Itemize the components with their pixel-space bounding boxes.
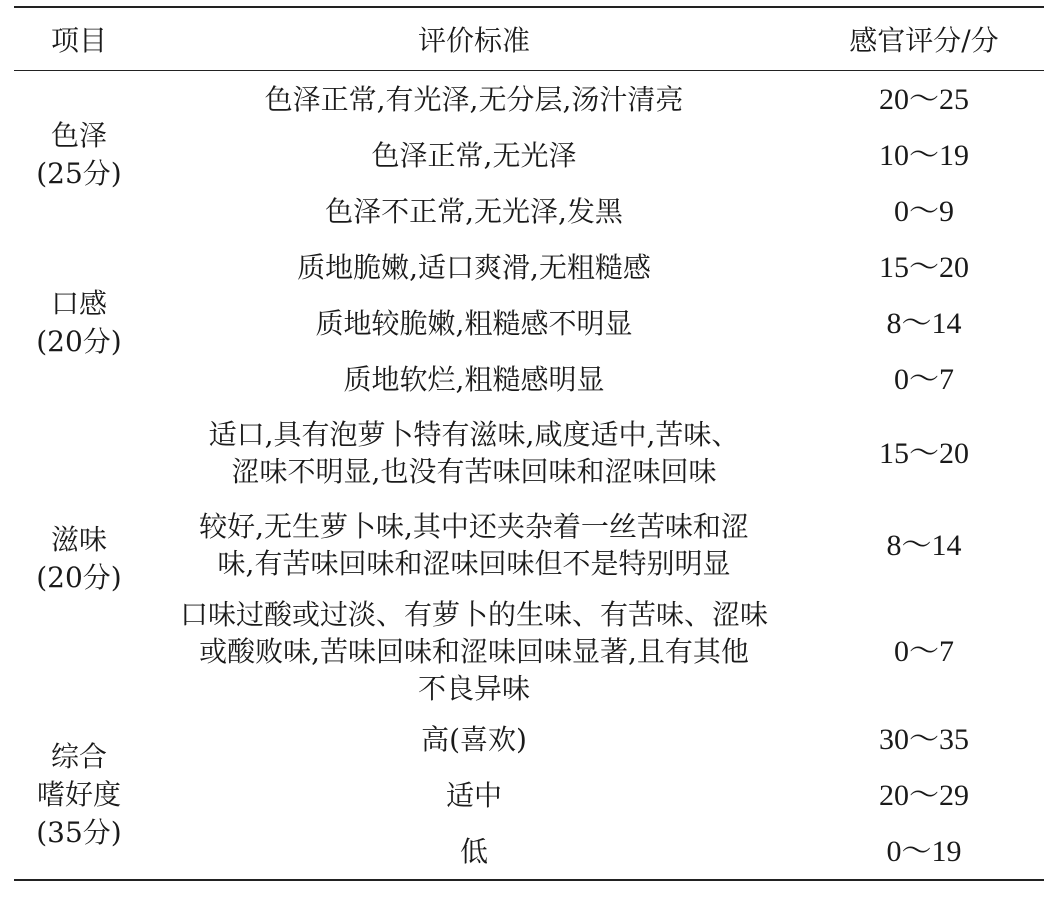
table-row [14,183,1044,239]
table-row [14,767,1044,823]
criteria-cell: 较好,无生萝卜味,其中还夹杂着一丝苦味和涩 味,有苦味回味和涩味回味但不是特别明显 [199,510,749,580]
score-cell: 15～20 [879,250,969,284]
group-item-texture: 口感 (20分) [36,287,122,358]
group-item-flavor: 滋味 (20分) [36,523,122,594]
score-cell: 0～19 [886,834,962,868]
score-cell: 0～7 [894,362,954,396]
header-criteria: 评价标准 [417,24,530,57]
criteria-cell: 口味过酸或过淡、有萝卜的生味、有苦味、涩味 或酸败味,苦味回味和涩味回味显著,且有其他 不良异味 [179,597,768,705]
table-row [14,351,1044,407]
score-cell: 15～20 [879,436,969,470]
score-cell: 0～9 [894,194,954,228]
criteria-cell: 色泽不正常,无光泽,发黑 [325,194,623,228]
score-cell: 20～25 [879,82,969,116]
score-cell: 10～19 [879,138,969,172]
score-cell: 30～35 [879,722,969,756]
header-item: 项目 [50,24,107,57]
table-row [14,239,1044,295]
criteria-cell: 质地脆嫩,适口爽滑,无粗糙感 [297,250,651,284]
criteria-cell: 色泽正常,无光泽 [371,138,577,172]
table-row [14,823,1044,880]
header-row [14,7,1044,71]
table-row [14,127,1044,183]
table-body [14,71,1044,881]
sensory-evaluation-table [14,6,1044,881]
criteria-cell: 质地软烂,粗糙感明显 [343,362,605,396]
criteria-cell: 高(喜欢) [421,722,527,756]
score-cell: 8～14 [886,306,962,340]
table-row [14,407,1044,499]
table-row [14,591,1044,711]
criteria-cell: 适口,具有泡萝卜特有滋味,咸度适中,苦味、 涩味不明显,也没有苦味回味和涩味回味 [208,418,740,488]
header-score: 感官评分/分 [849,24,999,57]
criteria-cell: 质地较脆嫩,粗糙感不明显 [315,306,633,340]
table-row [14,295,1044,351]
score-cell: 20～29 [879,778,969,812]
group-item-color: 色泽 (25分) [36,119,122,190]
criteria-cell: 色泽正常,有光泽,无分层,汤汁清亮 [264,82,684,116]
table-header [14,7,1044,71]
table-row [14,499,1044,591]
score-cell: 8～14 [886,528,962,562]
criteria-cell: 低 [459,834,488,868]
table-row [14,711,1044,767]
criteria-cell: 适中 [445,778,502,812]
sensory-evaluation-table-container [14,6,1044,881]
score-cell: 0～7 [894,634,954,668]
table-row [14,71,1044,128]
group-item-overall-preference: 综合 嗜好度 (35分) [36,740,122,849]
